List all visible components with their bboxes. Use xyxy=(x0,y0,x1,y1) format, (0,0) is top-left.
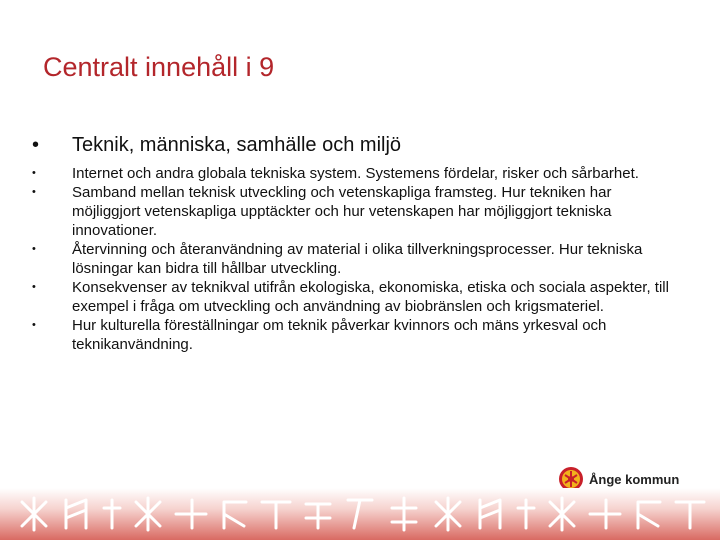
heading-bullet: • xyxy=(32,134,40,156)
list-item-text: Internet och andra globala tekniska system. Systemens fördelar, risker och sårbarhet. xyxy=(72,165,639,182)
list-item xyxy=(30,278,670,316)
section-heading-text: Teknik, människa, samhälle och miljö xyxy=(72,134,402,156)
bullet-marker: • xyxy=(32,319,36,331)
footer-rune-band xyxy=(0,488,720,540)
list-item-text: Konsekvenser av teknikval utifrån ekologiska, ekonomiska, etiska och sociala aspekter, till exempel i fråga om utveckling och användning av biobränslen och krigsmateriel. xyxy=(72,279,669,315)
list-item xyxy=(30,164,670,183)
bullet-marker: • xyxy=(32,167,36,179)
bullet-marker: • xyxy=(32,281,36,293)
list-item xyxy=(30,183,670,240)
rune-pattern-decoration xyxy=(0,488,720,540)
bullet-marker: • xyxy=(32,243,36,255)
section-heading xyxy=(30,134,401,157)
list-item-text: Samband mellan teknisk utveckling och vetenskapliga framsteg. Hur tekniken har möjliggjort vetenskapliga upptäckter och hur vetenskapen har möjliggjort tekniska innovationer. xyxy=(72,184,612,239)
content-bullet-list xyxy=(30,164,670,354)
list-item xyxy=(30,240,670,278)
list-item-text: Återvinning och återanvändning av material i olika tillverkningsprocesser. Hur tekniska lösningar kan bidra till hållbar utveckling. xyxy=(72,241,643,277)
list-item-text: Hur kulturella föreställningar om teknik påverkar kvinnors och mäns yrkesval och teknikanvändning. xyxy=(72,317,607,353)
bullet-marker: • xyxy=(32,186,36,198)
list-item xyxy=(30,316,670,354)
logo-text: Ånge kommun xyxy=(589,471,680,487)
slide-title: Centralt innehåll i 9 xyxy=(43,52,275,82)
